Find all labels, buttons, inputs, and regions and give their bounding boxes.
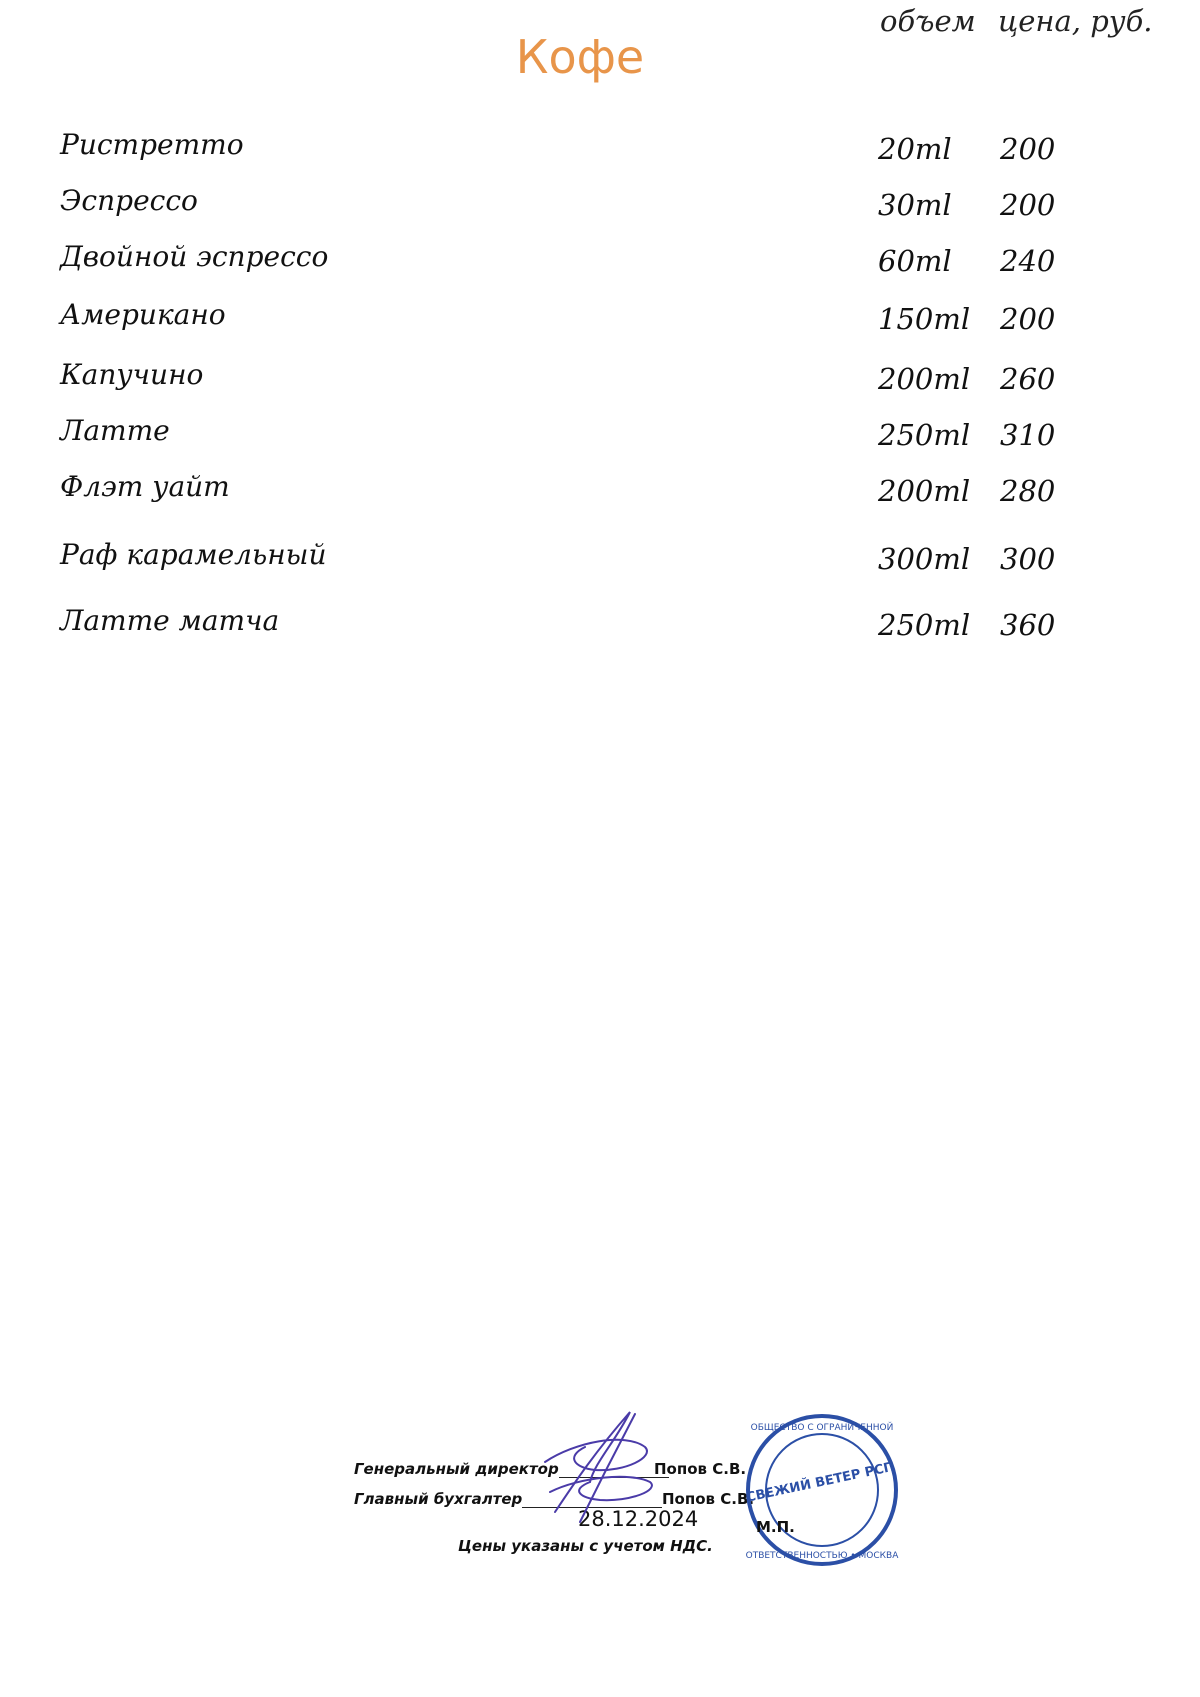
item-name: Латте [60, 414, 170, 447]
handwritten-signature-icon [535, 1402, 675, 1532]
item-volume: 250ml [878, 608, 971, 642]
item-price: 300 [1000, 542, 1056, 576]
accountant-title: Главный бухгалтер [354, 1490, 523, 1508]
company-stamp-icon [742, 1410, 902, 1570]
menu-item [0, 538, 1200, 588]
price-column-header: цена, руб. [998, 4, 1153, 38]
director-name: Попов С.В. [654, 1460, 747, 1478]
vat-note: Цены указаны с учетом НДС. [458, 1537, 713, 1555]
item-name: Латте матча [60, 604, 280, 637]
volume-column-header: объем [880, 4, 976, 38]
menu-item [0, 298, 1200, 348]
signature-block [340, 1410, 920, 1590]
svg-text:ОБЩЕСТВО С ОГРАНИЧЕННОЙ: ОБЩЕСТВО С ОГРАНИЧЕННОЙ [750, 1423, 894, 1433]
item-volume: 150ml [878, 302, 971, 336]
item-name: Двойной эспрессо [60, 240, 329, 273]
menu-item [0, 240, 1200, 290]
item-volume: 250ml [878, 418, 971, 452]
item-volume: 30ml [878, 188, 952, 222]
item-name: Американо [60, 298, 226, 331]
item-price: 200 [1000, 188, 1056, 222]
menu-item [0, 414, 1200, 464]
menu-item [0, 128, 1200, 178]
item-name: Капучино [60, 358, 204, 391]
item-price: 360 [1000, 608, 1056, 642]
item-price: 200 [1000, 302, 1056, 336]
accountant-name: Попов С.В. [662, 1490, 755, 1508]
item-volume: 200ml [878, 362, 971, 396]
item-price: 240 [1000, 244, 1056, 278]
director-title: Генеральный директор [354, 1460, 559, 1478]
item-name: Флэт уайт [60, 470, 230, 503]
document-date: 28.12.2024 [578, 1507, 699, 1531]
menu-item [0, 358, 1200, 408]
item-volume: 300ml [878, 542, 971, 576]
menu-item [0, 184, 1200, 234]
item-volume: 20ml [878, 132, 952, 166]
seal-mark: М.П. [756, 1518, 795, 1536]
item-price: 260 [1000, 362, 1056, 396]
item-price: 200 [1000, 132, 1056, 166]
item-name: Раф карамельный [60, 538, 327, 571]
item-volume: 60ml [878, 244, 952, 278]
item-volume: 200ml [878, 474, 971, 508]
item-name: Эспрессо [60, 184, 198, 217]
item-price: 310 [1000, 418, 1056, 452]
menu-item [0, 470, 1200, 520]
item-name: Ристретто [60, 128, 244, 161]
menu-item [0, 604, 1200, 654]
menu-title: Кофе [515, 30, 645, 84]
item-price: 280 [1000, 474, 1056, 508]
svg-text:ОТВЕТСТВЕННОСТЬЮ • МОСКВА: ОТВЕТСТВЕННОСТЬЮ • МОСКВА [745, 1551, 899, 1561]
stamp-text: СВЕЖИЙ ВЕТЕР РСП [744, 1459, 896, 1506]
